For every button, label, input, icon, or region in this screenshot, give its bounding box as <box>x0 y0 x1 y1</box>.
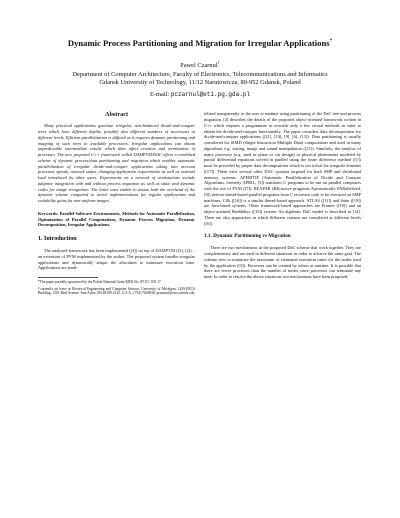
keywords-label: Keywords: <box>38 210 59 216</box>
two-column-body <box>38 111 362 296</box>
footnote-2: †currently on leave at Electrical Engineering and Computer Science, University of Michigan, 1229 EECS Building, 1301 Beal Avenue, Ann Arbor, MI 48109-2122, U.S.A., (734) 7646838, pczarnul@eecs.umich.edu <box>38 286 195 296</box>
introduction-paragraph: The analyzed framework has been implemented ([4]) on top of DAMPVM ([3], [2]) – an extension of PVM implemented by the author. The proposed system handles irregular applications and dynamically adapts the allocation to minimize execution time. Applications are paral- <box>38 248 195 271</box>
email-label: E-mail: <box>150 90 170 98</box>
email-line <box>38 91 362 100</box>
keywords <box>38 211 195 228</box>
title-text: Dynamic Process Partitioning and Migration for Irregular Applications <box>67 37 330 48</box>
right-column <box>204 111 361 296</box>
abstract-heading: Abstract <box>104 111 129 119</box>
footnote-rule <box>38 277 98 278</box>
footnote-1: *The paper partially sponsored by the Polish National Grant KBN No. 8T11C 001 17 <box>38 280 161 285</box>
author-name-text: Pawel Czarnul <box>180 61 218 69</box>
title-footnote-mark: * <box>329 39 333 44</box>
author-block <box>38 59 362 100</box>
section-heading-introduction: 1. Introduction <box>38 236 77 243</box>
left-column <box>38 111 195 296</box>
related-work-paragraph: lelized transparently to the user at runtime using partitioning of the DaC tree and process migration. [4] describes the details of the proposed object-oriented framework written in C++ which requires a programmer to override only a few virtual methods in order to obtain the divide-and-conquer functionality. The paper considers data decomposition for divide-and-conquer applications ([21], [14], [9], [6], [13]). Data partitioning is usually considered for SIMD (Single Instruction Multiple Data) computations and used in many algorithms e.g. sorting, image and sound manipulation ([21]). Similarly, the analysis of many processes (e.g. used in plane or car design) or physical phenomena modeled by partial differential equations solved in parallel using the finite difference method ([1]) must be preceded by proper data decomposition which is not trivial for irregular domains ([17]). There exist several other DAC systems targeted for both SMP and distributed memory systems. APERITIF (Automatic Parallelization of Divide and Conquer Algorithms, formerly APRIL, [5]) translates C programs to be run on parallel computers with the use of PVM ([7]). REAPAR (REcursive programs Automatically PARallelized, [8]) derives thread-based parallel programs from C recursive code to be executed on SMP machines. Cilk ([16]) is a similar thread-based approach. ATLAS ([11]) and Satin ([19]) are Java-based systems. Other framework-based approaches are Frames ([10]) and an object-oriented Beeblebox ([15]) system. An algebraic DaC model is described in [14]. There are also approaches in which different variants are considered at different levels ([6]). <box>204 111 361 226</box>
abstract-text: Many practical applications generate irregular, non-balanced divide-and-conquer trees which have different depths, possibly also different numbers of successors at different levels. Efficient parallelization is difficult as it requires dynamic partitioning and mapping of such trees to available processors. Irregular applications can obtain unpredictable intermediate results which then affect creation and termination of processes. The new proposed C++ framework called DAMPVM/DAC offers a combined scheme of dynamic process/data partitioning and migration which enables automatic parallelization of irregular divide-and-conquer applications taking into account processor speeds, network status, changing application requirements as well as external load introduced by other users. Experiments on a network of workstations include adaptive integration with and without process migration as well as static and dynamic codes for image recognition. The latter ones enable to assess both the overhead of the dynamic scheme compared to serial implementations for regular applications and scalability gains for non-uniform images. <box>38 123 195 204</box>
email-address[interactable]: pczarnul@eti.pg.gda.pl <box>170 90 250 98</box>
affiliation-line-2: Gdansk University of Technology, 11/12 Narutowicza, 80-952 Gdansk, Poland <box>99 79 301 87</box>
subsection-heading-partitioning-vs-migration: 1.1. Dynamic Partitioning vs Migration <box>204 233 291 240</box>
author-name <box>38 59 362 71</box>
affiliation-line-1: Department of Computer Architecture, Faculty of Electronics, Telecommunications and Informatics <box>72 70 328 78</box>
paper-title <box>38 36 362 49</box>
keywords-text: Parallel Software Environments, Methods for Automatic Parallelization, Optimization of Parallel Computations, Dynamic Process Migration, Dynamic Decomposition, Irregular Applications. <box>38 210 196 228</box>
author-footnote-mark: † <box>217 59 220 65</box>
mechanisms-paragraph: There are two mechanisms in the proposed DaC scheme that work together. They are complementary and are used in different situations in order to achieve the same goal. The scheme tries to minimize the maximum of estimated execution times for the nodes used by the application ([3]). Processes can be created by others at runtime. It is possible that there are fewer processes than the number of nodes since processes can terminate any time. In order to resolve the above situations two mechanisms have been proposed: <box>204 245 361 280</box>
